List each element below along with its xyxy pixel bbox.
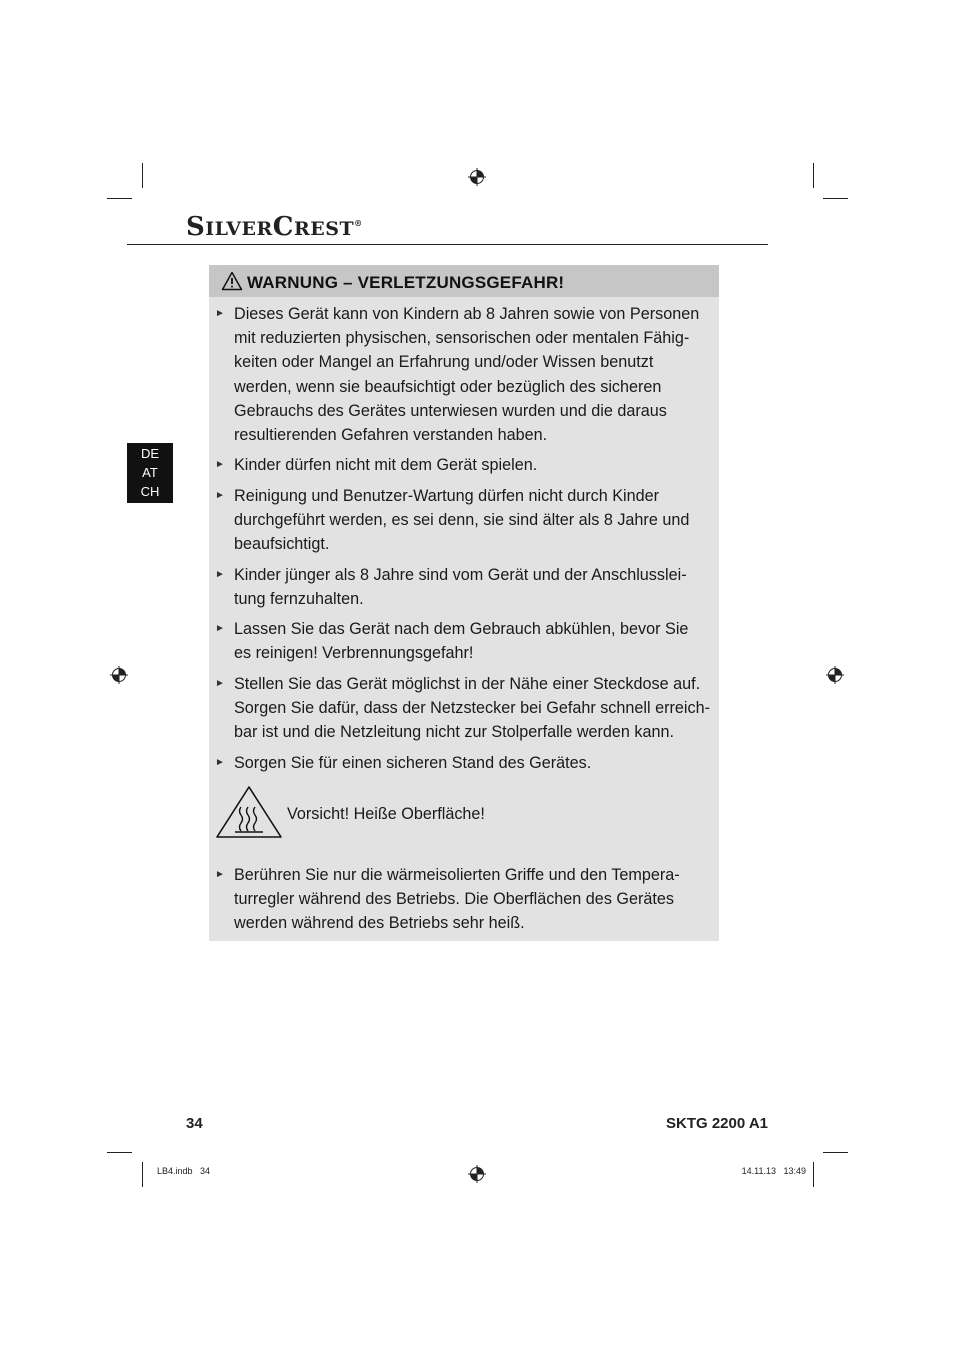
warning-item-text xyxy=(234,751,709,775)
registration-mark-icon xyxy=(826,666,844,684)
warning-item-text xyxy=(234,617,709,665)
crop-mark xyxy=(142,163,143,188)
registration-mark-icon xyxy=(110,666,128,684)
arrow-bullet-icon: ► xyxy=(215,569,225,580)
hot-surface-warning-icon xyxy=(215,785,283,839)
model-number: SKTG 2200 A1 xyxy=(666,1115,768,1132)
text-line: werden während des Betriebs sehr heiß. xyxy=(234,914,525,933)
text-line: Gebrauchs des Gerätes unterwiesen wurden und die daraus xyxy=(234,401,667,420)
arrow-bullet-icon: ► xyxy=(215,869,225,880)
crop-mark xyxy=(813,163,814,188)
text-line: Kinder dürfen nicht mit dem Gerät spielen. xyxy=(234,456,538,474)
header-rule xyxy=(127,244,768,245)
arrow-bullet-icon: ► xyxy=(215,459,225,470)
text-line: Sorgen Sie dafür, dass der Netzstecker bei Gefahr schnell erreich- xyxy=(234,699,710,718)
text-line: Stellen Sie das Gerät möglichst in der Nähe einer Steckdose auf. xyxy=(234,675,701,693)
warning-triangle-icon xyxy=(221,271,243,291)
crop-mark xyxy=(107,198,132,199)
print-slug-file: LB4.indb 34 xyxy=(157,1166,211,1176)
arrow-bullet-icon: ► xyxy=(215,678,225,689)
warning-item-text xyxy=(234,302,709,447)
text-line: bar ist und die Netzleitung nicht zur Stolperfalle werden kann. xyxy=(234,723,675,742)
warning-item-text xyxy=(234,563,709,611)
warning-title: WARNUNG – VERLETZUNGSGEFAHR! xyxy=(247,273,565,292)
page-number: 34 xyxy=(186,1115,203,1132)
warning-header xyxy=(209,265,719,297)
warning-item-text xyxy=(234,453,709,477)
arrow-bullet-icon: ► xyxy=(215,490,225,501)
language-tab xyxy=(127,443,173,503)
arrow-bullet-icon: ► xyxy=(215,623,225,634)
crop-mark xyxy=(142,1162,143,1187)
text-line: Lassen Sie das Gerät nach dem Gebrauch abkühlen, bevor Sie xyxy=(234,620,689,638)
text-line: mit reduzierten physischen, sensorischen oder mentalen Fähig- xyxy=(234,329,690,348)
crop-mark xyxy=(823,198,848,199)
text-line: Berühren Sie nur die wärmeisolierten Griffe und den Tempera- xyxy=(234,866,680,884)
text-line: Sorgen Sie für einen sicheren Stand des Gerätes. xyxy=(234,754,592,772)
language-code: CH xyxy=(140,484,160,499)
crop-mark xyxy=(823,1152,848,1153)
hot-surface-note: Vorsicht! Heiße Oberfläche! xyxy=(287,805,485,823)
text-line: Dieses Gerät kann von Kindern ab 8 Jahren sowie von Personen xyxy=(234,305,700,323)
warning-box xyxy=(209,265,719,941)
warning-item-text xyxy=(234,672,709,745)
warning-item-text xyxy=(234,484,709,557)
text-line: resultierenden Gefahren verstanden haben. xyxy=(234,426,548,445)
warning-item-text xyxy=(234,863,709,936)
arrow-bullet-icon: ► xyxy=(215,757,225,768)
text-line: turregler während des Betriebs. Die Oberflächen des Gerätes xyxy=(234,890,674,909)
crop-mark xyxy=(813,1162,814,1187)
text-line: keiten oder Mangel an Erfahrung und/oder Wissen benutzt xyxy=(234,353,654,372)
text-line: Reinigung und Benutzer-Wartung dürfen nicht durch Kinder xyxy=(234,487,660,505)
registration-mark-icon xyxy=(468,1165,486,1183)
text-line: Kinder jünger als 8 Jahre sind vom Gerät und der Anschlusslei- xyxy=(234,566,687,584)
text-line: tung fernzuhalten. xyxy=(234,590,364,609)
registration-mark-icon xyxy=(468,168,486,186)
language-code: DE xyxy=(140,446,160,461)
text-line: werden, wenn sie beaufsichtigt oder bezüglich des sicheren xyxy=(234,377,662,396)
brand-logo: SILVERCREST® xyxy=(186,212,363,242)
arrow-bullet-icon: ► xyxy=(215,308,225,319)
text-line: durchgeführt werden, es sei denn, sie sind älter als 8 Jahre und xyxy=(234,511,690,530)
language-code: AT xyxy=(142,465,158,480)
text-line: beaufsichtigt. xyxy=(234,535,330,554)
crop-mark xyxy=(107,1152,132,1153)
text-line: es reinigen! Verbrennungsgefahr! xyxy=(234,644,474,663)
print-slug-datetime: 14.11.13 13:49 xyxy=(741,1166,806,1176)
